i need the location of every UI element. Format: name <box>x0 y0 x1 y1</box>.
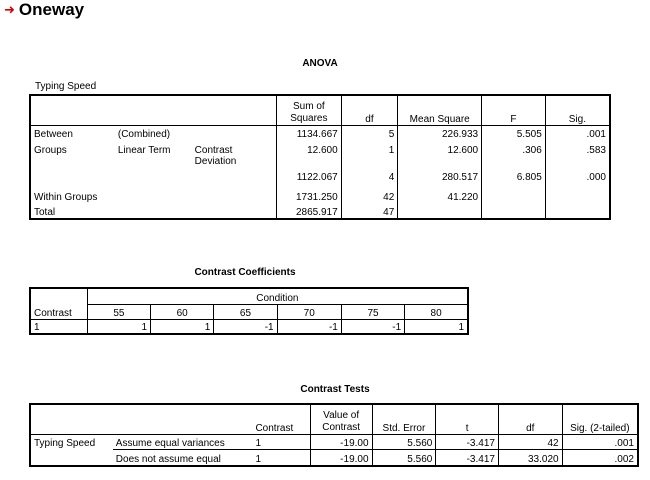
anova-header-sig: Sig. <box>545 95 610 125</box>
tests-header-df: df <box>498 404 562 434</box>
cell: 5.560 <box>372 434 436 449</box>
anova-row-contrast <box>30 140 610 156</box>
linear-term-label: Linear Term <box>117 145 171 156</box>
cell: 47 <box>341 203 398 219</box>
anova-header-df: df <box>341 95 398 125</box>
tests-row-unequal <box>30 449 638 466</box>
tests-header-contrast: Contrast <box>252 404 310 434</box>
level-header: 75 <box>341 304 404 319</box>
cell: .001 <box>545 125 610 140</box>
level-header: 70 <box>277 304 341 319</box>
anova-table <box>29 94 611 220</box>
tests-variable-label: Typing Speed <box>30 434 113 449</box>
cell: -3.417 <box>436 434 499 449</box>
cell: 1 <box>341 140 398 156</box>
cell: 1 <box>87 319 150 334</box>
coefficients-condition-row <box>30 288 468 304</box>
tests-header-value: Value of Contrast <box>310 404 372 434</box>
level-header: 55 <box>87 304 150 319</box>
coefficients-table <box>29 287 469 335</box>
cell: -1 <box>277 319 341 334</box>
coefficients-title: Contrast Coefficients <box>194 267 296 278</box>
tests-row-equal <box>30 434 638 449</box>
tests-title: Contrast Tests <box>300 384 370 395</box>
cell: .001 <box>562 434 638 449</box>
within-groups-label: Within Groups <box>34 192 98 203</box>
tests-header-t: t <box>436 404 499 434</box>
cell: -19.00 <box>310 449 372 466</box>
anova-dependent-label: Typing Speed <box>35 81 97 92</box>
heading-text: Oneway <box>18 0 85 19</box>
level-header: 60 <box>151 304 214 319</box>
contrast-label: Contrast <box>194 145 233 156</box>
cell: -19.00 <box>310 434 372 449</box>
tests-header-std-error: Std. Error <box>372 404 436 434</box>
cell: -1 <box>214 319 277 334</box>
cell: 1122.067 <box>277 156 342 183</box>
row-groups-label: Groups <box>34 145 67 156</box>
cell: 5.560 <box>372 449 436 466</box>
cell: 41.220 <box>398 183 482 203</box>
cell: 1 <box>405 319 468 334</box>
anova-row-within <box>30 183 610 203</box>
cell: 1 <box>252 434 310 449</box>
anova-header-ss: Sum of Squares <box>277 95 342 125</box>
cell: 4 <box>341 156 398 183</box>
assumption-label: Assume equal variances <box>113 434 253 449</box>
total-label: Total <box>34 207 56 218</box>
anova-row-deviation <box>30 156 610 183</box>
row-between-label: Between <box>30 125 115 140</box>
cell: 5.505 <box>482 125 546 140</box>
coefficients-contrast-header: Contrast <box>30 288 87 319</box>
level-header: 80 <box>405 304 468 319</box>
cell: 6.805 <box>482 156 546 183</box>
coefficients-value-row <box>30 319 468 334</box>
cell: .002 <box>562 449 638 466</box>
coefficients-condition-header: Condition <box>87 288 468 304</box>
combined-label: (Combined) <box>115 125 192 140</box>
assumption-label: Does not assume equal <box>115 454 221 465</box>
output-heading[interactable] <box>4 0 84 20</box>
deviation-label: Deviation <box>194 156 237 167</box>
cell: .306 <box>482 140 546 156</box>
cell: 1134.667 <box>277 125 342 140</box>
cell: 33.020 <box>498 449 562 466</box>
coefficients-row-label: 1 <box>34 322 40 333</box>
cell: .583 <box>545 140 610 156</box>
cell: 226.933 <box>398 125 482 140</box>
tests-table <box>29 403 639 467</box>
anova-row-total <box>30 203 610 219</box>
cell: 1731.250 <box>277 183 342 203</box>
anova-row-combined <box>30 125 610 140</box>
anova-header-ms: Mean Square <box>398 95 482 125</box>
arrow-right-icon: ➜ <box>4 2 15 17</box>
cell: 2865.917 <box>277 203 342 219</box>
cell: 12.600 <box>398 140 482 156</box>
cell: -1 <box>341 319 404 334</box>
anova-header-row <box>30 95 610 125</box>
tests-header-sig: Sig. (2-tailed) <box>562 404 638 434</box>
level-header: 65 <box>214 304 277 319</box>
cell: -3.417 <box>436 449 499 466</box>
cell: 1 <box>255 454 262 465</box>
tests-header-row <box>30 404 638 434</box>
cell: 280.517 <box>398 156 482 183</box>
anova-header-f: F <box>482 95 546 125</box>
anova-title: ANOVA <box>302 58 338 69</box>
cell: 42 <box>341 183 398 203</box>
cell: 1 <box>151 319 214 334</box>
cell: 42 <box>498 434 562 449</box>
cell: 12.600 <box>277 140 342 156</box>
cell: .000 <box>545 156 610 183</box>
coefficients-levels-row <box>30 304 468 319</box>
cell: 5 <box>341 125 398 140</box>
